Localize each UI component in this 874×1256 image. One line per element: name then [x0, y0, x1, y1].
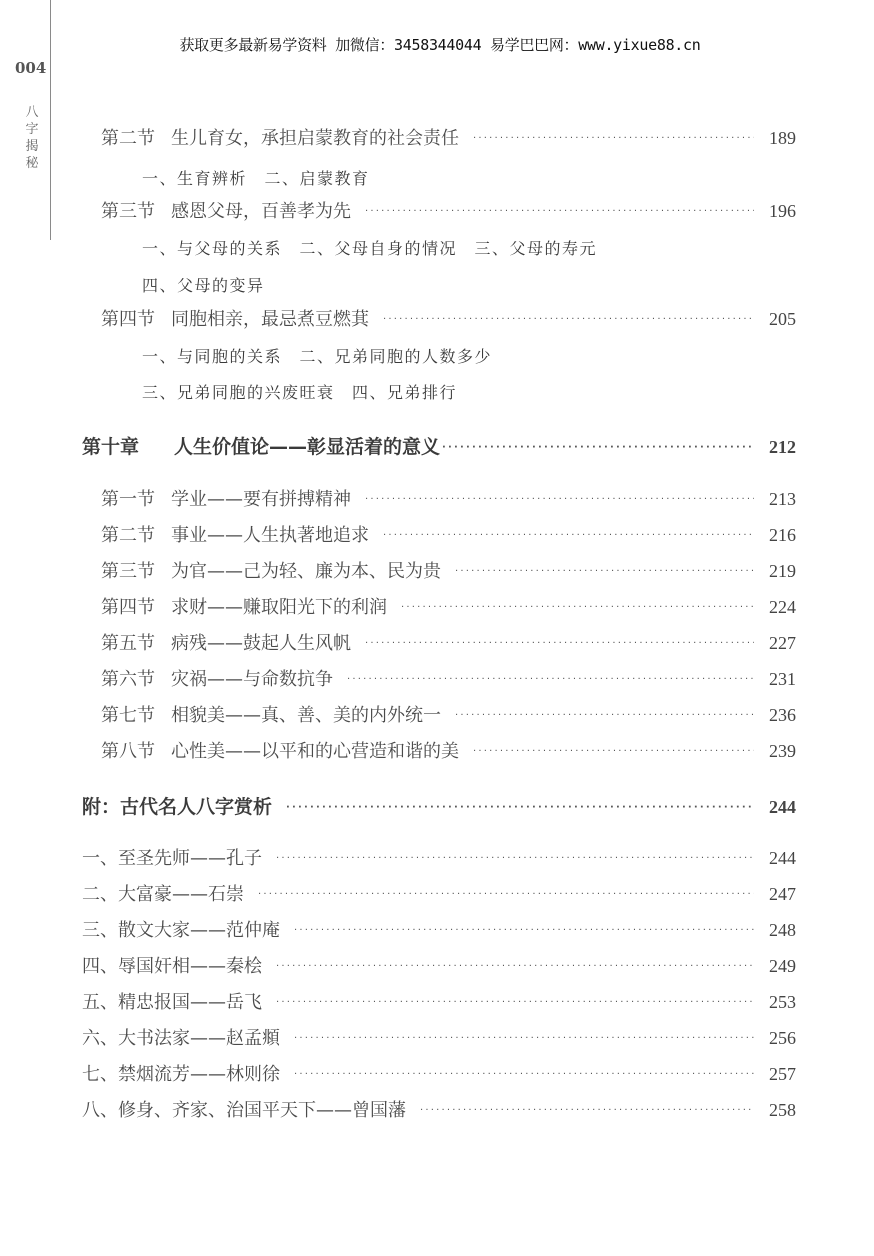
toc-entry-section[interactable]: [101, 521, 796, 547]
toc-entry-appendix-item[interactable]: [82, 880, 796, 906]
dot-leader: [420, 1105, 754, 1116]
section-label: 第六节: [101, 669, 155, 690]
dot-leader: [401, 602, 754, 613]
page-ref: 249: [769, 956, 796, 976]
page-ref: 213: [769, 489, 796, 509]
toc-entry-appendix-item[interactable]: [82, 1024, 796, 1050]
toc-subtopics: [142, 236, 597, 259]
section-label: 第三节: [101, 561, 155, 582]
section-title: 病残——鼓起人生风帆: [171, 633, 351, 654]
toc-entry-chapter[interactable]: [82, 432, 796, 459]
dot-leader: [294, 1033, 754, 1044]
page-ref: 231: [769, 669, 796, 689]
toc-entry-section[interactable]: [101, 485, 796, 511]
toc-entry-section[interactable]: [101, 593, 796, 619]
toc-entry-section[interactable]: [101, 124, 796, 150]
running-head: 八字揭秘: [25, 105, 39, 171]
dot-leader: [258, 889, 754, 900]
page-ref: 239: [769, 741, 796, 761]
subtopic-line: 一、与同胞的关系 二、兄弟同胞的人数多少: [142, 347, 493, 366]
section-title: 相貌美——真、善、美的内外统一: [171, 705, 441, 726]
toc-subtopics: [142, 273, 265, 296]
page-ref: 257: [769, 1064, 796, 1084]
toc-entry-section[interactable]: [101, 737, 796, 763]
section-title: 生儿育女，承担启蒙教育的社会责任: [171, 128, 459, 149]
section-label: 第八节: [101, 741, 155, 762]
dot-leader: [294, 1069, 754, 1080]
section-title: 灾祸——与命数抗争: [171, 669, 333, 690]
page-ref: 244: [769, 848, 796, 868]
page-ref: 248: [769, 920, 796, 940]
appendix-item-title: 七、禁烟流芳——林则徐: [82, 1064, 280, 1085]
subtopic-line: 三、兄弟同胞的兴废旺衰 四、兄弟排行: [142, 383, 458, 402]
dot-leader: [294, 925, 754, 936]
toc-subtopics: [142, 166, 370, 189]
dot-leader: [455, 566, 754, 577]
toc-entry-appendix-item[interactable]: [82, 1096, 796, 1122]
dot-leader: [276, 961, 754, 972]
section-label: 第一节: [101, 489, 155, 510]
page-ref: 247: [769, 884, 796, 904]
section-title: 事业——人生执著地追求: [171, 525, 369, 546]
toc-entry-appendix-item[interactable]: [82, 1060, 796, 1086]
subtopic-line: 一、生育辨析 二、启蒙教育: [142, 169, 370, 188]
subtopic-line: 一、与父母的关系 二、父母自身的情况 三、父母的寿元: [142, 239, 598, 258]
page-number: 004: [15, 59, 47, 77]
section-label: 第七节: [101, 705, 155, 726]
toc-entry-section[interactable]: [101, 665, 796, 691]
toc-entry-appendix-item[interactable]: [82, 844, 796, 870]
section-label: 第三节: [101, 201, 155, 222]
toc-entry-section[interactable]: [101, 701, 796, 727]
appendix-title: 附：古代名人八字赏析: [82, 796, 273, 818]
toc-entry-section[interactable]: [101, 629, 796, 655]
section-label: 第二节: [101, 525, 155, 546]
page-ref: 219: [769, 561, 796, 581]
appendix-item-title: 四、辱国奸相——秦桧: [82, 956, 262, 977]
section-title: 求财——赚取阳光下的利润: [171, 597, 387, 618]
dot-leader: [347, 674, 754, 685]
section-title: 为官——己为轻、廉为本、民为贵: [171, 561, 441, 582]
dot-leader: [276, 853, 754, 864]
section-label: 第四节: [101, 309, 155, 330]
page-ref: 224: [769, 597, 796, 617]
page-ref: 205: [769, 309, 796, 329]
page-ref: 216: [769, 525, 796, 545]
section-label: 第四节: [101, 597, 155, 618]
toc-entry-appendix-item[interactable]: [82, 916, 796, 942]
page-ref: 244: [769, 797, 796, 817]
toc-subtopics: [142, 344, 492, 367]
toc-entry-appendix-item[interactable]: [82, 952, 796, 978]
page-ref: 256: [769, 1028, 796, 1048]
page-ref: 258: [769, 1100, 796, 1120]
chapter-title: 人生价值论——彰显活着的意义: [174, 436, 441, 458]
dot-leader: [365, 638, 754, 649]
appendix-item-title: 六、大书法家——赵孟頫: [82, 1028, 280, 1049]
dot-leader: [383, 530, 754, 541]
appendix-item-title: 一、至圣先师——孔子: [82, 848, 262, 869]
appendix-item-title: 八、修身、齐家、治国平天下——曾国藩: [82, 1100, 406, 1121]
page-ref: 253: [769, 992, 796, 1012]
dot-leader: [365, 206, 754, 217]
margin-rule: [50, 0, 51, 240]
dot-leader: [455, 710, 754, 721]
dot-leader: [365, 494, 754, 505]
chapter-label: 第十章: [82, 436, 140, 458]
watermark-banner: 获取更多最新易学资料 加微信：3458344044 易学巴巴网：www.yixue88.cn: [179, 36, 701, 54]
toc-entry-section[interactable]: [101, 197, 796, 223]
section-label: 第五节: [101, 633, 155, 654]
toc-entry-appendix[interactable]: [82, 792, 796, 819]
section-title: 心性美——以平和的心营造和谐的美: [171, 741, 459, 762]
toc-entry-section[interactable]: [101, 305, 796, 331]
section-label: 第二节: [101, 128, 155, 149]
dot-leader: [383, 314, 754, 325]
appendix-item-title: 五、精忠报国——岳飞: [82, 992, 262, 1013]
page-ref: 227: [769, 633, 796, 653]
section-title: 学业——要有拼搏精神: [171, 489, 351, 510]
page-ref: 196: [769, 201, 796, 221]
dot-leader: [276, 997, 754, 1008]
section-title: 感恩父母，百善孝为先: [171, 201, 351, 222]
appendix-item-title: 二、大富豪——石崇: [82, 884, 244, 905]
dot-leader: [286, 802, 754, 813]
dot-leader: [473, 746, 754, 757]
section-title: 同胞相亲，最忌煮豆燃萁: [171, 309, 369, 330]
appendix-item-title: 三、散文大家——范仲庵: [82, 920, 280, 941]
subtopic-line: 四、父母的变异: [142, 276, 265, 295]
toc-entry-appendix-item[interactable]: [82, 988, 796, 1014]
page-ref: 189: [769, 128, 796, 148]
toc-entry-section[interactable]: [101, 557, 796, 583]
dot-leader: [442, 442, 754, 453]
dot-leader: [473, 133, 754, 144]
page-ref: 236: [769, 705, 796, 725]
toc-subtopics: [142, 380, 457, 403]
page-ref: 212: [769, 437, 796, 457]
